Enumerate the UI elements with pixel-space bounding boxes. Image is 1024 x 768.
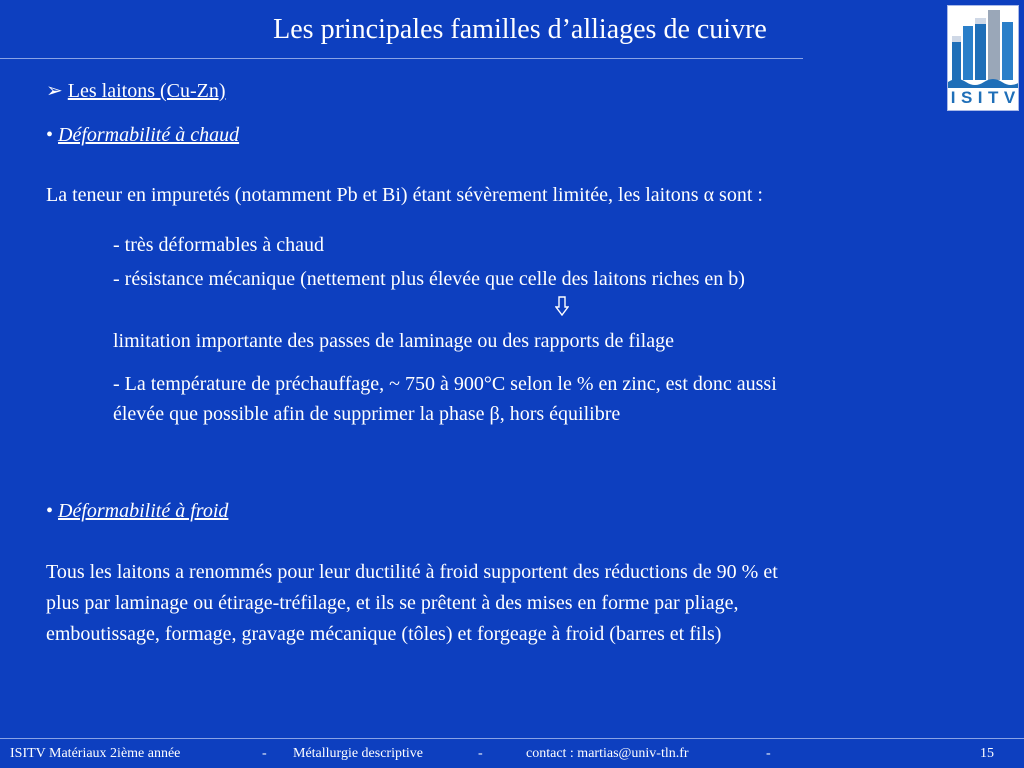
- down-arrow-icon: [555, 296, 569, 316]
- logo-letter: T: [988, 88, 999, 107]
- hot-heading: [46, 120, 239, 150]
- hot-item-3-line-2: élevée que possible afin de supprimer la phase β, hors équilibre: [113, 403, 621, 425]
- slide-title: Les principales familles d’alliages de cuivre: [273, 14, 767, 45]
- page-number: 15: [980, 746, 994, 761]
- bullet-icon: •: [46, 500, 54, 522]
- cold-heading: [46, 496, 228, 526]
- cold-heading-text: Déformabilité à froid: [58, 500, 229, 522]
- section-heading-text: Les laitons (Cu-Zn): [67, 80, 226, 102]
- footer-separator: -: [262, 746, 267, 761]
- hot-intro: La teneur en impuretés (notamment Pb et Bi) étant sévèrement limitée, les laitons α sont :: [46, 184, 763, 206]
- section-heading: [46, 76, 226, 106]
- logo-letter: S: [960, 88, 973, 107]
- hot-heading-text: Déformabilité à chaud: [58, 124, 240, 146]
- cold-paragraph-line-3: emboutissage, formage, gravage mécanique (tôles) et forgeage à froid (barres et fils): [46, 623, 722, 645]
- logo-letter: I: [977, 88, 983, 107]
- cold-paragraph-line-2: plus par laminage ou étirage-tréfilage, et ils se prêtent à des mises en forme par pliage,: [46, 592, 739, 614]
- bullet-icon: •: [46, 124, 54, 146]
- logo-letter: I: [950, 88, 956, 107]
- footer-separator: -: [478, 746, 483, 761]
- footer-separator: -: [766, 746, 771, 761]
- hot-item-2: - résistance mécanique (nettement plus élevée que celle des laitons riches en b): [113, 268, 745, 290]
- footer-subject: Métallurgie descriptive: [293, 746, 423, 761]
- arrow-bullet-icon: ➢: [46, 80, 63, 102]
- hot-item-3-line-1: - La température de préchauffage, ~ 750 à 900°C selon le % en zinc, est donc aussi: [113, 373, 777, 395]
- logo-letter: V: [1003, 88, 1016, 107]
- cold-paragraph-line-1: Tous les laitons a renommés pour leur ductilité à froid supportent des réductions de 90 % et: [46, 561, 778, 583]
- footer-contact: contact : martias@univ-tln.fr: [526, 746, 689, 761]
- footer-divider: [0, 738, 1024, 739]
- hot-item-1: - très déformables à chaud: [113, 234, 325, 256]
- footer-course: ISITV Matériaux 2ième année: [10, 746, 181, 761]
- hot-consequence: limitation importante des passes de laminage ou des rapports de filage: [113, 330, 674, 352]
- isitv-logo: [947, 5, 1019, 111]
- title-divider: [0, 58, 803, 59]
